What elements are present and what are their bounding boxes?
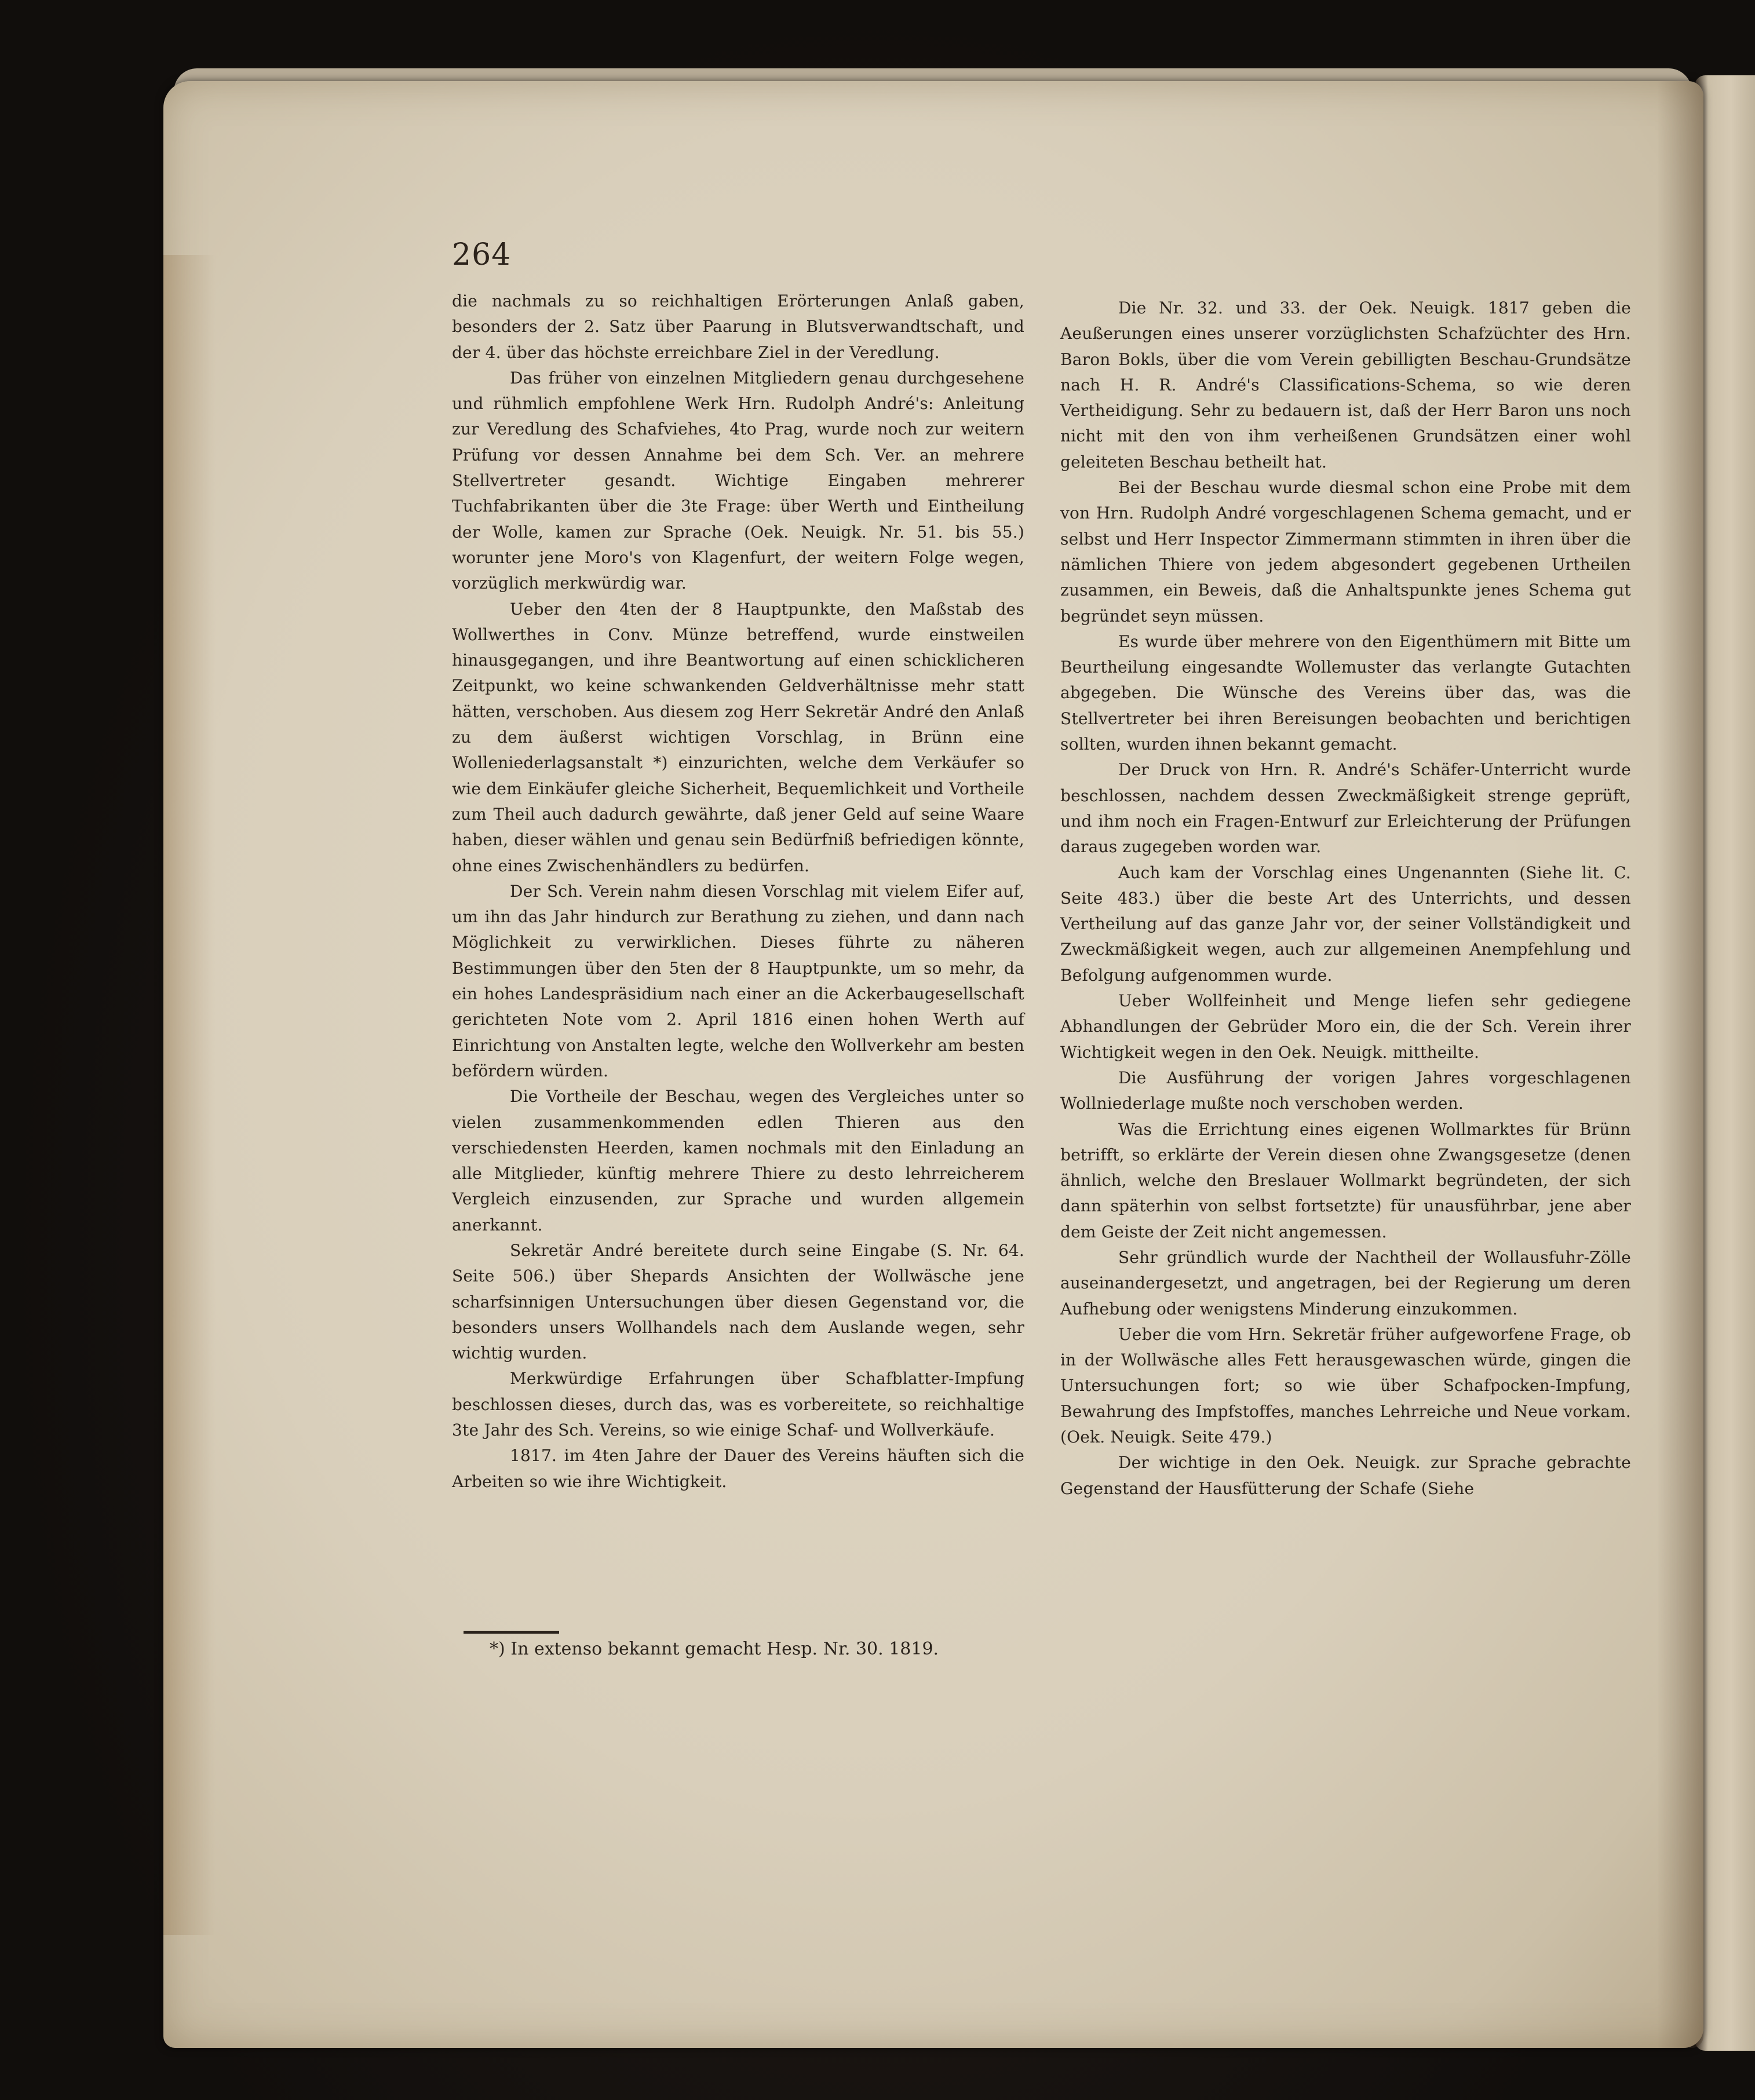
footnote: *) In extenso bekannt gemacht Hesp. Nr. 30. 1819. (490, 1639, 939, 1659)
page-number: 264 (452, 238, 512, 272)
paragraph: Die Ausführung der vorigen Jahres vorgeschlagenen Wollniederlage mußte noch verschoben werden. (1060, 1068, 1631, 1113)
paragraph: Sekretär André bereitete durch seine Eingabe (S. Nr. 64. Seite 506.) über Shepards Ansichten der Wollwäsche jene scharfsinnigen Untersuchungen über diesen Gegenstand vor, die besonders unsers Wollhandels nach dem Auslande wegen, sehr wichtig wurden. (452, 1240, 1024, 1363)
paragraph: Das früher von einzelnen Mitgliedern genau durchgesehene und rühmlich empfohlene Werk Hrn. Rudolph André's: Anleitung zur Veredlung des Schafviehes, 4to Prag, wurde noch zur weitern Prüfung vor dessen Annahme bei dem Sch. Ver. an mehrere Stellvertreter gesandt. Wichtige Eingaben mehrerer Tuchfabrikanten über die 3te Frage: über Werth und Eintheilung der Wolle, kamen zur Sprache (Oek. Neuigk. Nr. 51. bis 55.) worunter jene Moro's von Klagenfurt, der weitern Folge wegen, vorzüglich merkwürdig war. (452, 368, 1024, 593)
paragraph: Der Sch. Verein nahm diesen Vorschlag mit vielem Eifer auf, um ihn das Jahr hindurch zur Berathung zu ziehen, und dann nach Möglichkeit zu verwirklichen. Dieses führte zu näheren Bestimmungen über den 5ten der 8 Hauptpunkte, um so mehr, da ein hohes Landespräsidium nach einer an die Ackerbaugesellschaft gerichteten Note vom 2. April 1816 einen hohen Werth auf Einrichtung von Anstalten legte, welche den Wollverkehr am besten befördern würden. (452, 881, 1024, 1080)
next-page-edge (1695, 75, 1755, 2051)
paragraph: Sehr gründlich wurde der Nachtheil der Wollausfuhr-Zölle auseinandergesetzt, und angetragen, bei der Regierung um deren Aufhebung oder wenigstens Minderung einzukommen. (1060, 1247, 1631, 1319)
paragraph: Was die Errichtung eines eigenen Wollmarktes für Brünn betrifft, so erklärte der Verein diesen ohne Zwangsgesetze (denen ähnlich, welche den Breslauer Wollmarkt begründeten, der sich dann späterhin von selbst fortsetzte) für unausführbar, jene aber dem Geiste der Zeit nicht angemessen. (1060, 1119, 1631, 1241)
paragraph: Auch kam der Vorschlag eines Ungenannten (Siehe lit. C. Seite 483.) über die beste Art des Unterrichts, und dessen Vertheilung auf das ganze Jahr vor, der seiner Vollständigkeit und Zweckmäßigkeit wegen, auch zur allgemeinen Anempfehlung und Befolgung aufgenommen wurde. (1060, 863, 1631, 985)
paragraph: Es wurde über mehrere von den Eigenthümern mit Bitte um Beurtheilung eingesandte Wollemuster das verlangte Gutachten abgegeben. Die Wünsche des Vereins über das, was die Stellvertreter bei ihren Bereisungen beobachten und berichtigen sollten, wurden ihnen bekannt gemacht. (1060, 631, 1631, 754)
paragraph: 1817. im 4ten Jahre der Dauer des Vereins häuften sich die Arbeiten so wie ihre Wichtigkeit. (452, 1446, 1024, 1491)
left-text-column (452, 288, 1024, 1495)
paragraph: Die Vortheile der Beschau, wegen des Vergleiches unter so vielen zusammenkommenden edlen Thieren aus den verschiedensten Heerden, kamen nochmals mit den Einladung an alle Mitglieder, künftig mehrere Thiere zu desto lehrreicherem Vergleich einzusenden, zur Sprache und wurden allgemein anerkannt. (452, 1087, 1024, 1235)
paragraph: Ueber die vom Hrn. Sekretär früher aufgeworfene Frage, ob in der Wollwäsche alles Fett herausgewaschen würde, gingen die Untersuchungen fort; so wie über Schafpocken-Impfung, Bewahrung des Impfstoffes, manches Lehrreiche und Neue vorkam. (Oek. Neuigk. Seite 479.) (1060, 1324, 1631, 1447)
paragraph: Ueber den 4ten der 8 Hauptpunkte, den Maßstab des Wollwerthes in Conv. Münze betreffend, wurde einstweilen hinausgegangen, und ihre Beantwortung auf einen schicklicheren Zeitpunkt, wo keine schwankenden Geldverhältnisse mehr statt hätten, verschoben. Aus diesem zog Herr Sekretär André den Anlaß zu dem äußerst wichtigen Vorschlag, in Brünn eine Wolleniederlagsanstalt *) einzurichten, welche dem Verkäufer so wie dem Einkäufer gleiche Sicherheit, Bequemlichkeit und Vortheile zum Theil auch dadurch gewährte, daß jener Geld auf seine Waare haben, dieser wählen und genau sein Bedürfniß befriedigen könnte, ohne eines Zwischenhändlers zu bedürfen. (452, 599, 1024, 875)
footnote-rule (464, 1631, 559, 1634)
paragraph: Bei der Beschau wurde diesmal schon eine Probe mit dem von Hrn. Rudolph André vorgeschlagenen Schema gemacht, und er selbst und Herr Inspector Zimmermann stimmten in ihren über die nämlichen Thiere von jedem abgesondert gegebenen Urtheilen zusammen, ein Beweis, daß die Anhaltspunkte jenes Schema gut begründet seyn müssen. (1060, 478, 1631, 626)
page-edge-stain (163, 255, 216, 1935)
paragraph: Ueber Wollfeinheit und Menge liefen sehr gediegene Abhandlungen der Gebrüder Moro ein, die der Sch. Verein ihrer Wichtigkeit wegen in den Oek. Neuigk. mittheilte. (1060, 991, 1631, 1062)
right-text-column (1060, 295, 1631, 1502)
paragraph: Der wichtige in den Oek. Neuigk. zur Sprache gebrachte Gegenstand der Hausfütterung der Schafe (Siehe (1060, 1453, 1631, 1498)
gutter-shadow (1657, 81, 1703, 2048)
paragraph: Der Druck von Hrn. R. André's Schäfer-Unterricht wurde beschlossen, nachdem dessen Zweckmäßigkeit strenge geprüft, und ihm noch ein Fragen-Entwurf zur Erleichterung der Prüfungen daraus zugegeben worden war. (1060, 760, 1631, 857)
paragraph: die nachmals zu so reichhaltigen Erörterungen Anlaß gaben, besonders der 2. Satz über Paarung in Blutsverwandtschaft, und der 4. über das höchste erreichbare Ziel in der Veredlung. (452, 291, 1024, 362)
paragraph: Die Nr. 32. und 33. der Oek. Neuigk. 1817 geben die Aeußerungen eines unserer vorzüglichsten Schafzüchter des Hrn. Baron Bokls, über die vom Verein gebilligten Beschau-Grundsätze nach H. R. André's Classifications-Schema, so wie deren Vertheidigung. Sehr zu bedauern ist, daß der Herr Baron uns noch nicht mit den von ihm verheißenen Grundsätzen einer wohl geleiteten Beschau betheilt hat. (1060, 298, 1631, 472)
paragraph: Merkwürdige Erfahrungen über Schafblatter-Impfung beschlossen dieses, durch das, was es vorbereitete, so reichhaltige 3te Jahr des Sch. Vereins, so wie einige Schaf- und Wollverkäufe. (452, 1369, 1024, 1440)
